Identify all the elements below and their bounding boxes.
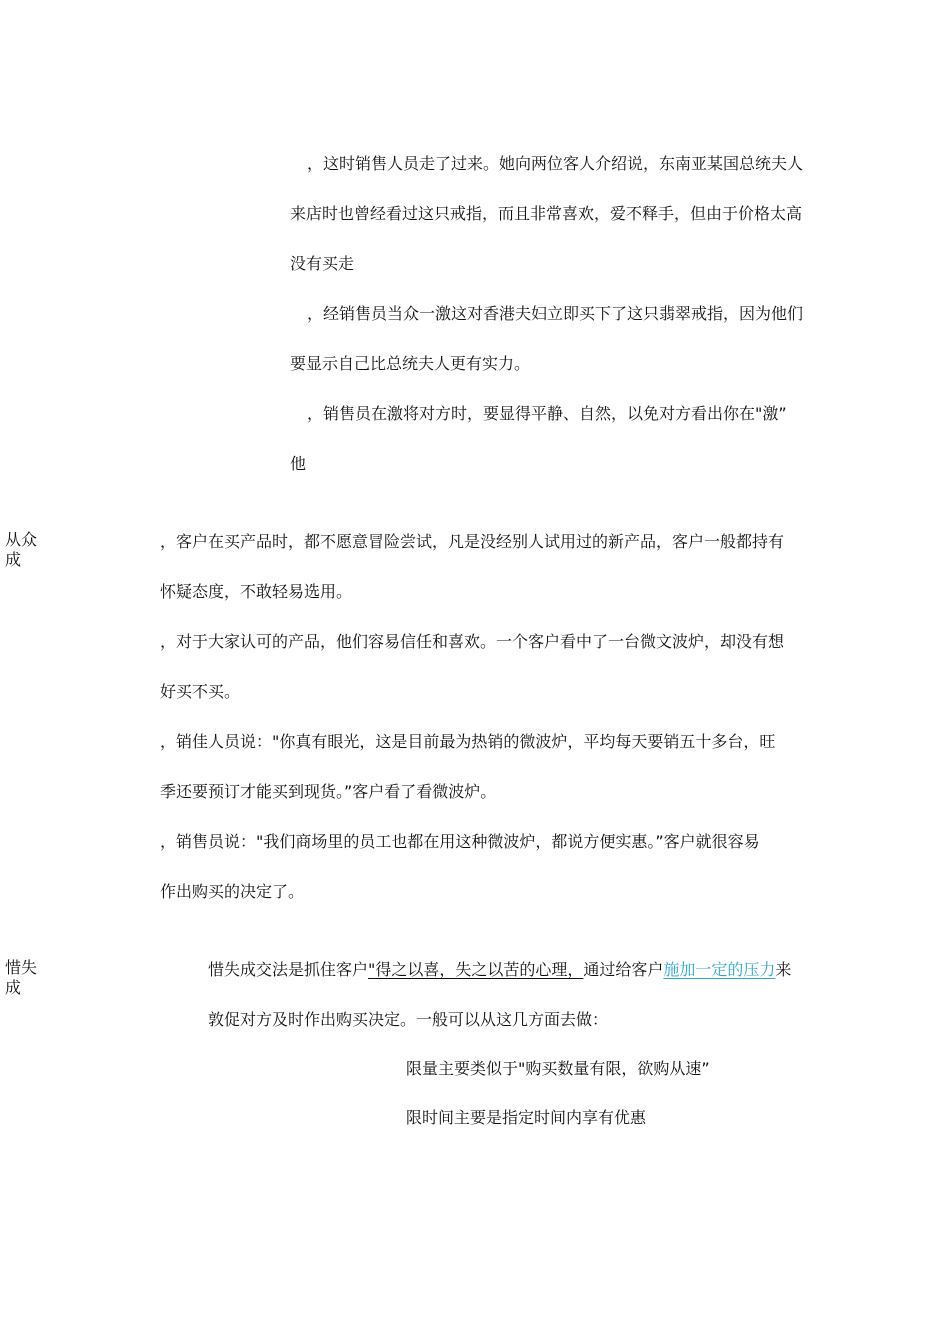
paragraph-line: 敦促对方及时作出购买决定。一般可以从这几方面去做： bbox=[208, 1010, 609, 1029]
list-item: 限时间主要是指定时间内享有优惠 bbox=[406, 1108, 647, 1127]
section-heading-line: 成 bbox=[5, 550, 22, 569]
paragraph-line: ，经销售员当众一激这对香港夫妇立即买下了这只翡翠戒指，因为他们 bbox=[307, 304, 804, 323]
intro-text: 来 bbox=[775, 960, 792, 979]
intro-text: 通过给客户 bbox=[583, 960, 664, 979]
paragraph-line: ，客户在买产品时，都不愿意冒险尝试，凡是没经别人试用过的新产品，客户一般都持有 bbox=[160, 532, 785, 551]
paragraph-line: ，对于大家认可的产品，他们容易信任和喜欢。一个客户看中了一台微文波炉，却没有想 bbox=[160, 632, 785, 651]
section-heading-line: 从众 bbox=[5, 530, 38, 549]
list-item: 限量主要类似于"购买数量有限，欲购从速” bbox=[406, 1059, 710, 1078]
paragraph-line: 没有买走 bbox=[290, 254, 355, 273]
paragraph-line: 好买不买。 bbox=[160, 682, 241, 701]
paragraph-line: 要显示自己比总统夫人更有实力。 bbox=[290, 354, 531, 373]
paragraph-line: 季还要预订才能买到现货。”客户看了看微波炉。 bbox=[160, 782, 497, 801]
intro-line bbox=[208, 960, 791, 980]
pressure-link[interactable]: 施加一定的压力 bbox=[663, 960, 776, 979]
paragraph-line: 作出购买的决定了。 bbox=[160, 882, 305, 901]
section-heading-line: 惜失 bbox=[5, 958, 38, 977]
section-heading-line: 成 bbox=[5, 978, 22, 997]
paragraph-line: 来店时也曾经看过这只戒指，而且非常喜欢，爱不释手，但由于价格太高 bbox=[290, 204, 803, 223]
paragraph-line: 怀疑态度，不敢轻易选用。 bbox=[160, 582, 353, 601]
paragraph-line: ，销售员说："我们商场里的员工也都在用这种微波炉，都说方便实惠。”客户就很容易 bbox=[160, 832, 760, 851]
underlined-phrase: "得之以喜，失之以苦的心理， bbox=[368, 960, 584, 979]
section-heading bbox=[5, 530, 45, 570]
intro-text: 惜失成交法是抓住客户 bbox=[208, 960, 369, 979]
paragraph-line: ，销佳人员说："你真有眼光，这是目前最为热销的微波炉，平均每天要销五十多台，旺 bbox=[160, 732, 776, 751]
paragraph-line: 他 bbox=[290, 454, 307, 473]
section-heading bbox=[5, 958, 45, 998]
paragraph-line: ，这时销售人员走了过来。她向两位客人介绍说，东南亚某国总统夫人 bbox=[307, 154, 804, 173]
paragraph-line: ，销售员在激将对方时，要显得平静、自然，以免对方看出你在"激” bbox=[307, 404, 787, 423]
